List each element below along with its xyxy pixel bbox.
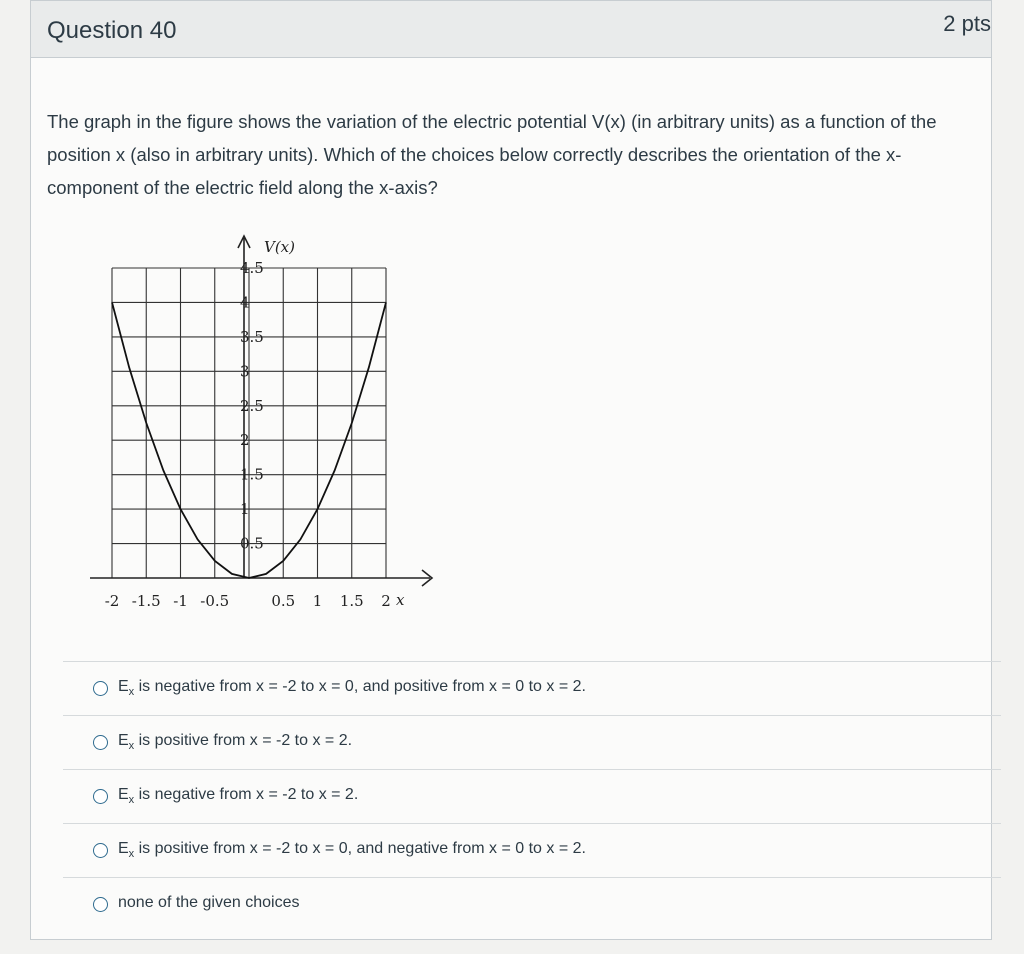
y-axis-label: V(x): [264, 238, 295, 256]
x-tick-label: 1.5: [339, 592, 364, 610]
radio-button[interactable]: [93, 735, 108, 750]
answer-option[interactable]: [63, 715, 1001, 769]
answer-option[interactable]: [63, 877, 1001, 931]
answer-label: $E_x$ is negative from x = -2 to x = 0, and positive from x = 0 to x = 2.: [118, 678, 586, 699]
y-tick-label: 1: [240, 500, 250, 519]
answer-option[interactable]: [63, 661, 1001, 715]
radio-button[interactable]: [93, 789, 108, 804]
answer-label: $E_x$ is negative from x = -2 to x = 2.: [118, 786, 359, 807]
question-text: The graph in the figure shows the variation of the electric potential V(x) (in arbitrary units) as a function of the position x (also in arbitrary units). Which of the choices below correctly describes the orientation of the x-component of the electric field along the x-axis?: [47, 111, 937, 198]
y-tick-label: 2.5: [240, 396, 264, 415]
question-points: 2 pts: [943, 11, 991, 36]
y-tick-label: 0.5: [240, 534, 264, 553]
y-tick-label: 3.5: [240, 327, 264, 346]
x-tick-label: -1.5: [131, 592, 161, 610]
x-tick-label: 0.5: [271, 592, 296, 610]
answer-label: none of the given choices: [118, 894, 300, 912]
x-tick-label: -1: [173, 592, 188, 610]
y-tick-label: 4: [240, 293, 250, 312]
answer-option[interactable]: [63, 823, 1001, 877]
x-tick-label: 1: [312, 592, 323, 610]
question-title: Question 40: [47, 17, 177, 44]
potential-graph: [66, 226, 456, 626]
answer-label: $E_x$ is positive from x = -2 to x = 2.: [118, 732, 353, 753]
radio-button[interactable]: [93, 681, 108, 696]
y-tick-label: 3: [240, 362, 250, 381]
answer-option[interactable]: [63, 769, 1001, 823]
radio-button[interactable]: [93, 843, 108, 858]
x-tick-label: -0.5: [200, 592, 230, 610]
x-tick-label: -2: [104, 592, 120, 610]
y-tick-label: 4.5: [240, 259, 264, 277]
x-axis-label: x: [396, 591, 405, 609]
question-header: [31, 1, 991, 58]
potential-chart-svg: [66, 226, 456, 626]
answer-label: $E_x$ is positive from x = -2 to x = 0, and negative from x = 0 to x = 2.: [118, 840, 586, 861]
y-tick-label: 2: [240, 431, 250, 450]
x-tick-label: 2: [381, 592, 391, 610]
answer-list: [63, 661, 1001, 931]
question-card: [30, 0, 992, 940]
y-tick-label: 1.5: [240, 465, 264, 484]
radio-button[interactable]: [93, 897, 108, 912]
